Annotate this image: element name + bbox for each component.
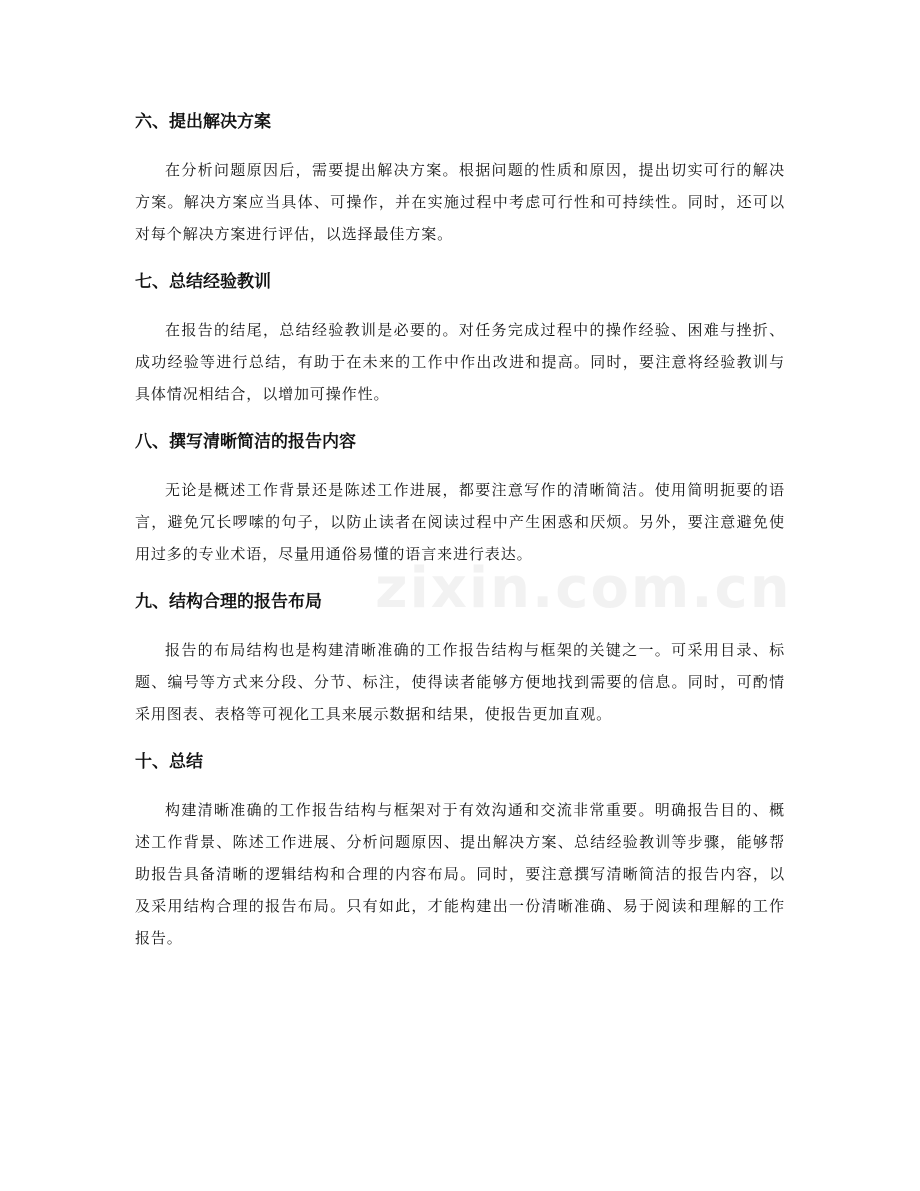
section-paragraph: 在分析问题原因后，需要提出解决方案。根据问题的性质和原因，提出切实可行的解决方案。解决方案应当具体、可操作，并在实施过程中考虑可行性和可持续性。同时，还可以对每个解决方案进行评估，以选择最佳方案。 (135, 161, 785, 243)
section-paragraph: 报告的布局结构也是构建清晰准确的工作报告结构与框架的关键之一。可采用目录、标题、编号等方式来分段、分节、标注，使得读者能够方便地找到需要的信息。同时，可酌情采用图表、表格等可视化工具来展示数据和结果，使报告更加直观。 (135, 641, 785, 723)
section-title: 六、提出解决方案 (135, 112, 271, 132)
section-7 (135, 264, 785, 410)
section-title: 七、总结经验教训 (135, 272, 271, 292)
section-10 (135, 744, 785, 954)
section-paragraph: 在报告的结尾，总结经验教训是必要的。对任务完成过程中的操作经验、困难与挫折、成功经验等进行总结，有助于在未来的工作中作出改进和提高。同时，要注意将经验教训与具体情况相结合，以增加可操作性。 (135, 321, 785, 403)
section-title: 八、撰写清晰简洁的报告内容 (135, 432, 356, 452)
section-6 (135, 104, 785, 250)
section-paragraph: 无论是概述工作背景还是陈述工作进展，都要注意写作的清晰简洁。使用简明扼要的语言，避免冗长啰嗦的句子，以防止读者在阅读过程中产生困惑和厌烦。另外，要注意避免使用过多的专业术语，尽量用通俗易懂的语言来进行表达。 (135, 481, 785, 563)
section-9 (135, 584, 785, 730)
section-8 (135, 424, 785, 570)
section-paragraph: 构建清晰准确的工作报告结构与框架对于有效沟通和交流非常重要。明确报告目的、概述工作背景、陈述工作进展、分析问题原因、提出解决方案、总结经验教训等步骤，能够帮助报告具备清晰的逻辑结构和合理的内容布局。同时，要注意撰写清晰简洁的报告内容，以及采用结构合理的报告布局。只有如此，才能构建出一份清晰准确、易于阅读和理解的工作报告。 (135, 801, 785, 947)
watermark: zixin.com.cn (375, 556, 792, 621)
document-content (135, 104, 785, 954)
section-title: 十、总结 (135, 752, 203, 772)
section-title: 九、结构合理的报告布局 (135, 592, 322, 612)
